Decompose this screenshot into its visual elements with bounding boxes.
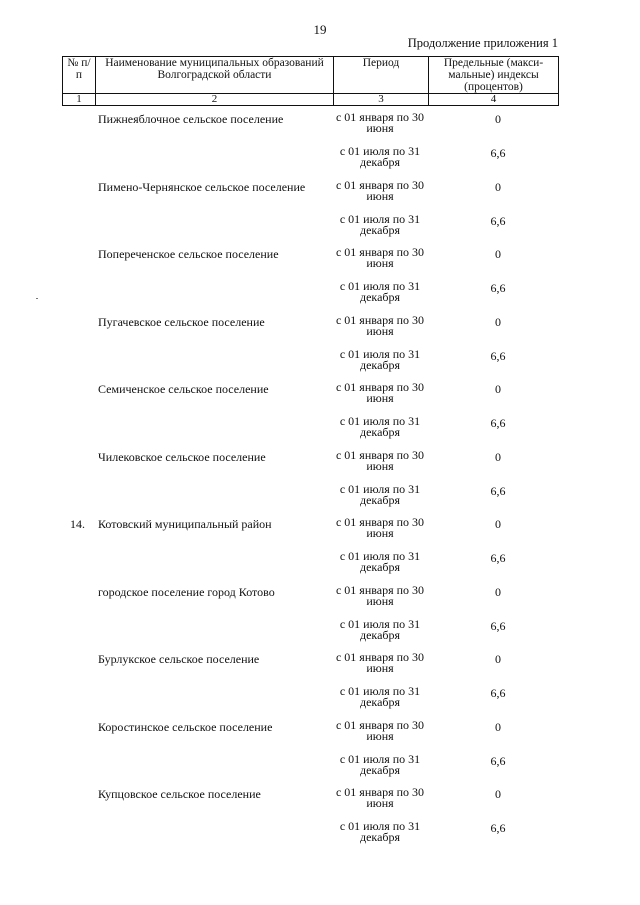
index-second-half: 6,6: [490, 821, 506, 835]
index-second-half: 6,6: [490, 754, 506, 768]
appendix-continuation-label: Продолжение приложения 1: [407, 36, 558, 50]
index-second-half: 6,6: [490, 619, 506, 633]
period-first-half: с 01 января по 30 июня: [335, 583, 425, 608]
period-first-half: с 01 января по 30 июня: [335, 515, 425, 540]
index-second-half: 6,6: [490, 686, 506, 700]
period-first-half: с 01 января по 30 июня: [335, 448, 425, 473]
period-first-half: с 01 января по 30 июня: [335, 110, 425, 135]
index-second-half: 6,6: [490, 214, 506, 228]
period-second-half: с 01 июля по 31 декабря: [339, 347, 421, 372]
table-row: [0, 247, 640, 315]
period-first-half: с 01 января по 30 июня: [335, 313, 425, 338]
index-first-half: 0: [495, 720, 501, 734]
municipality-name: Котовский муниципальный район: [98, 517, 272, 531]
header-colnum-2: 2: [96, 94, 334, 106]
municipality-name: Коростинское сельское поселение: [98, 720, 273, 734]
index-second-half: 6,6: [490, 484, 506, 498]
table-row: [0, 315, 640, 383]
table-row: [0, 180, 640, 248]
municipality-name: Чилековское сельское поселение: [98, 450, 266, 464]
table-row: [0, 450, 640, 518]
period-second-half: с 01 июля по 31 декабря: [339, 549, 421, 574]
index-first-half: 0: [495, 180, 501, 194]
header-colnum-4: 4: [429, 94, 559, 106]
period-second-half: с 01 июля по 31 декабря: [339, 752, 421, 777]
municipality-name: Попереченское сельское поселение: [98, 247, 279, 261]
period-second-half: с 01 июля по 31 декабря: [339, 684, 421, 709]
table-row: [0, 585, 640, 653]
period-second-half: с 01 июля по 31 декабря: [339, 819, 421, 844]
index-first-half: 0: [495, 450, 501, 464]
period-second-half: с 01 июля по 31 декабря: [339, 482, 421, 507]
header-municipality: Наименование муниципальных образований Волгоградской области: [96, 57, 334, 94]
row-number: 14.: [70, 517, 85, 531]
period-second-half: с 01 июля по 31 декабря: [339, 144, 421, 169]
header-colnum-1: 1: [63, 94, 96, 106]
municipality-name: Пугачевское сельское поселение: [98, 315, 265, 329]
index-second-half: 6,6: [490, 146, 506, 160]
index-first-half: 0: [495, 787, 501, 801]
period-second-half: с 01 июля по 31 декабря: [339, 279, 421, 304]
header-index: Предельные (макси-мальные) индексы (процентов): [429, 57, 559, 94]
table-row: [0, 652, 640, 720]
index-first-half: 0: [495, 247, 501, 261]
period-first-half: с 01 января по 30 июня: [335, 718, 425, 743]
index-second-half: 6,6: [490, 551, 506, 565]
period-first-half: с 01 января по 30 июня: [335, 785, 425, 810]
period-second-half: с 01 июля по 31 декабря: [339, 617, 421, 642]
header-period: Период: [334, 57, 429, 94]
index-first-half: 0: [495, 315, 501, 329]
header-number: № п/п: [63, 57, 96, 94]
table-row: [0, 517, 640, 585]
table-row: [0, 382, 640, 450]
index-first-half: 0: [495, 585, 501, 599]
table-row: [0, 112, 640, 180]
municipality-name: Пижнеяблочное сельское поселение: [98, 112, 284, 126]
index-second-half: 6,6: [490, 281, 506, 295]
municipality-name: городское поселение город Котово: [98, 585, 275, 599]
table-row: [0, 720, 640, 788]
period-second-half: с 01 июля по 31 декабря: [339, 212, 421, 237]
municipality-name: Семиченское сельское поселение: [98, 382, 269, 396]
period-first-half: с 01 января по 30 июня: [335, 178, 425, 203]
index-second-half: 6,6: [490, 416, 506, 430]
period-first-half: с 01 января по 30 июня: [335, 380, 425, 405]
municipality-name: Бурлукское сельское поселение: [98, 652, 260, 666]
period-second-half: с 01 июля по 31 декабря: [339, 414, 421, 439]
index-first-half: 0: [495, 382, 501, 396]
period-first-half: с 01 января по 30 июня: [335, 650, 425, 675]
municipality-name: Купцовское сельское поселение: [98, 787, 261, 801]
index-first-half: 0: [495, 112, 501, 126]
index-second-half: 6,6: [490, 349, 506, 363]
table-row: [0, 787, 640, 855]
header-colnum-3: 3: [334, 94, 429, 106]
table-header: [62, 56, 559, 106]
municipality-name: Пимено-Чернянское сельское поселение: [98, 180, 306, 194]
page-number: 19: [313, 22, 327, 37]
index-first-half: 0: [495, 652, 501, 666]
index-first-half: 0: [495, 517, 501, 531]
period-first-half: с 01 января по 30 июня: [335, 245, 425, 270]
